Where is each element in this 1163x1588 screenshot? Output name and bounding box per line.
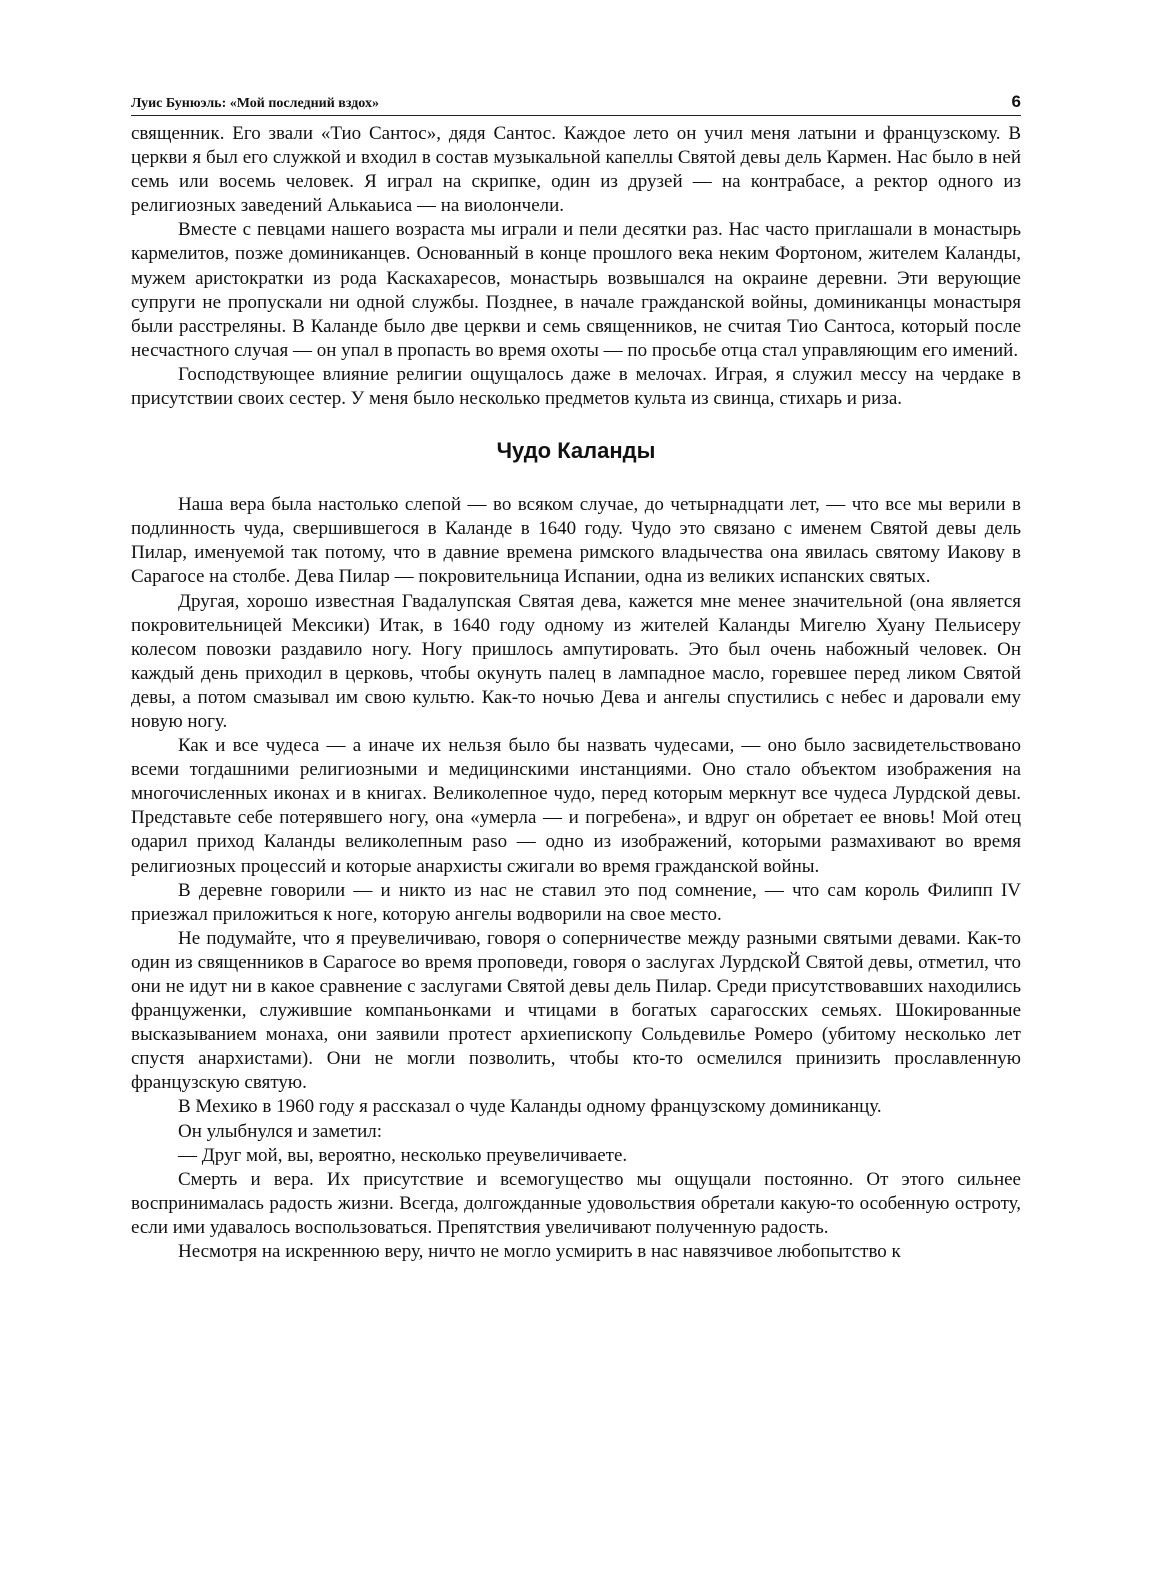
document-page: [131, 88, 1021, 1264]
running-title: Луис Бунюэль: «Мой последний вздох»: [131, 96, 379, 111]
page-number: 6: [1011, 92, 1021, 111]
section-title: Чудо Каланды: [496, 438, 656, 464]
paragraph: — Друг мой, вы, вероятно, несколько преувеличиваете.: [178, 1144, 628, 1166]
paragraph: Он улыбнулся и заметил:: [178, 1120, 382, 1142]
paragraph: Смерть и вера. Их присутствие и всемогущество мы ощущали постоянно. От этого сильнее воспринималась радость жизни. Всегда, долгожданные удовольствия обретали какую-то особенную остроту, если ими удавалось воспользоваться. Препятствия увеличивают полученную радость.: [131, 1168, 1021, 1238]
paragraph: В деревне говорили — и никто из нас не ставил это под сомнение, — что сам король Филипп IV приезжал приложиться к ноге, которую ангелы водворили на свое место.: [131, 879, 1021, 925]
paragraph: Как и все чудеса — а иначе их нельзя было бы назвать чудесами, — оно было засвидетельствовано всеми тогдашними религиозными и медицинскими инстанциями. Оно стало объектом изображения на многочисленных иконах и в книгах. Великолепное чудо, перед которым меркнут все чудеса Лурдской девы. Представьте себе потерявшего ногу, она «умерла — и погребена», и вдруг он обретает ее вновь! Мой отец одарил приход Каланды великолепным paso — одно из изображений, которыми размахивают во время религиозных процессий и которые анархисты сжигали во время гражданской войны.: [131, 735, 1021, 877]
paragraph: священник. Его звали «Тио Сантос», дядя Сантос. Каждое лето он учил меня латыни и французскому. В церкви я был его служкой и входил в состав музыкальной капеллы Святой девы дель Кармен. Нас было в ней семь или восемь человек. Я играл на скрипке, один из друзей — на контрабасе, а ректор одного из религиозных заведений Алькаьиса — на виолончели.: [131, 123, 1021, 217]
paragraph: Наша вера была настолько слепой — во всяком случае, до четырнадцати лет, — что все мы верили в подлинность чуда, свершившегося в Каланде в 1640 году. Чудо это связано с именем Святой девы дель Пилар, именуемой так потому, что в давние времена римского владычества она явилась святому Иакову в Сарагосе на столбе. Дева Пилар — покровительница Испании, одна из великих испанских святых.: [131, 494, 1021, 588]
paragraph: Господствующее влияние религии ощущалось даже в мелочах. Играя, я служил мессу на чердаке в присутствии своих сестер. У меня было несколько предметов культа из свинца, стихарь и риза.: [131, 363, 1021, 410]
paragraph: Другая, хорошо известная Гвадалупская Святая дева, кажется мне менее значительной (она является покровительницей Мексики) Итак, в 1640 году одному из жителей Каланды Мигелю Хуану Пельисеру колесом повозки раздавило ногу. Ногу пришлось ампутировать. Это был очень набожный человек. Он каждый день приходил в церковь, чтобы окунуть палец в лампадное масло, горевшее перед ликом Святой девы, а потом смазывал им свою культю. Как-то ночью Дева и ангелы спустились с небес и даровали ему новую ногу.: [131, 590, 1021, 732]
paragraph: В Мехико в 1960 году я рассказал о чуде Каланды одному французскому доминиканцу.: [178, 1096, 882, 1118]
running-header: [131, 88, 1021, 116]
paragraph: Не подумайте, что я преувеличиваю, говоря о соперничестве между разными святыми девами. Как-то один из священников в Сарагосе во время проповеди, говоря о заслугах ЛурдскоЙ Святой девы, отметил, что они не идут ни в какое сравнение с заслугами Святой девы дель Пилар. Среди присутствовавших находились француженки, служившие компаньонками и чтицами в богатых сарагосских семьях. Шокированные высказыванием монаха, они заявили протест архиепископу Сольдевилье Ромеро (убитому несколько лет спустя анархистами). Они не могли позволить, чтобы кто-то осмелился принизить прославленную французскую святую.: [131, 927, 1021, 1094]
paragraph: Вместе с певцами нашего возраста мы играли и пели десятки раз. Нас часто приглашали в монастырь кармелитов, позже доминиканцев. Основанный в конце прошлого века неким Фортоном, жителем Каланды, мужем аристократки из рода Каскахаресов, монастырь возвышался на окраине деревни. Эти верующие супруги не пропускали ни одной службы. Позднее, в начале гражданской войны, доминиканцы монастыря были расстреляны. В Каланде было две церкви и семь священников, не считая Тио Сантоса, который после несчастного случая — он упал в пропасть во время охоты — по просьбе отца стал управляющим его имений.: [131, 219, 1021, 361]
body-text: [131, 122, 1021, 1264]
paragraph: Несмотря на искреннюю веру, ничто не могло усмирить в нас навязчивое любопытство к: [178, 1241, 901, 1263]
